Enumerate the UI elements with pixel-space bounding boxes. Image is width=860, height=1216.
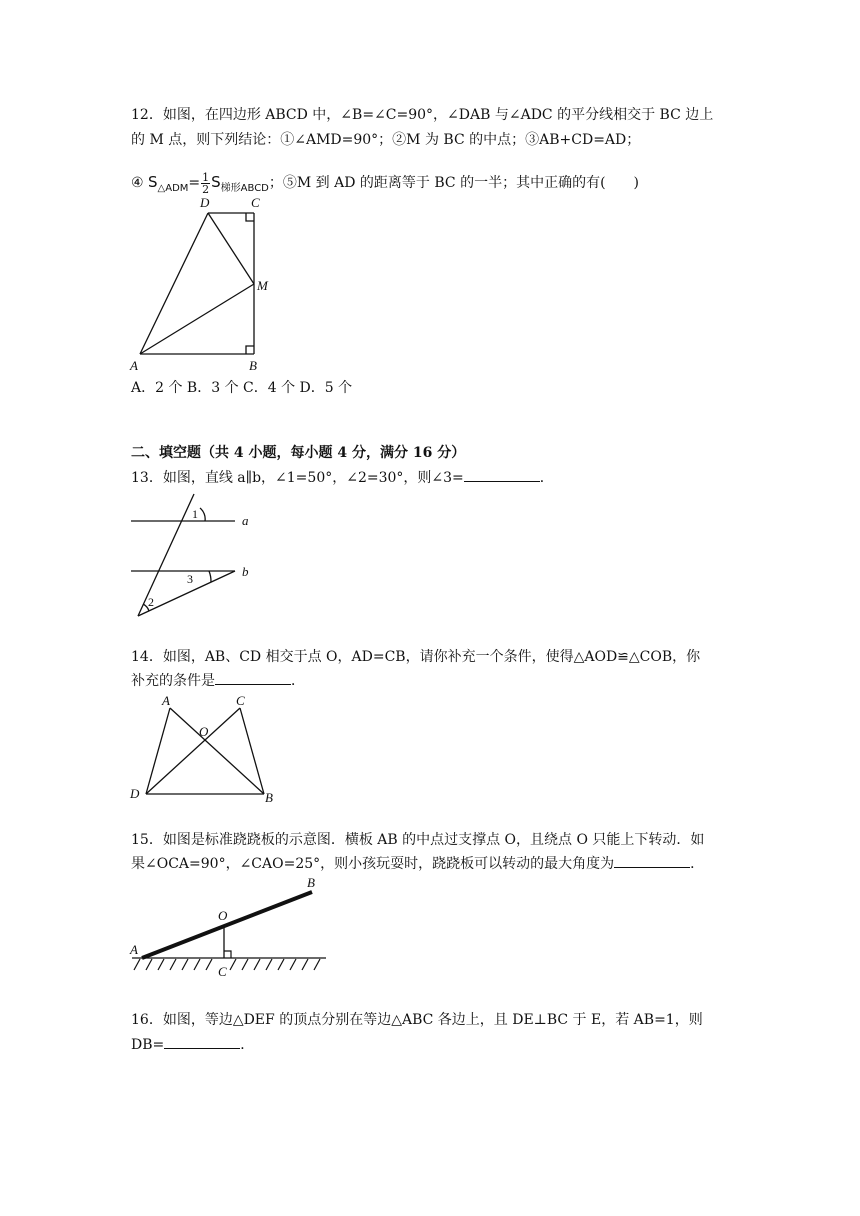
q15-label-C: C	[218, 964, 227, 979]
q16-answer-blank[interactable]	[164, 1034, 240, 1049]
q12-line3-rest: ；⑤M 到 AD 的距离等于 BC 的一半；其中正确的有( )	[268, 175, 639, 191]
q14-label-A: A	[162, 693, 170, 708]
q14-label-D: D	[130, 786, 140, 801]
q14-line1: 14．如图，AB、CD 相交于点 O，AD=CB，请你补充一个条件，使得△AOD≌△COB，你	[131, 649, 701, 665]
q16-line1: 16．如图，等边△DEF 的顶点分别在等边△ABC 各边上，且 DE⊥BC 于 E，若 AB=1，则	[131, 1012, 703, 1028]
q15-label-A: A	[130, 942, 138, 957]
q15-label-O: O	[218, 908, 228, 923]
q12-label-A: A	[130, 358, 138, 373]
q13-text: 13．如图，直线 a∥b，∠1=50°，∠2=30°，则∠3= ．	[131, 466, 731, 490]
q12-s2-subscript: 梯形ABCD	[220, 182, 269, 194]
q14-label-C: C	[236, 693, 245, 708]
q14-line2: 补充的条件是 ．	[131, 669, 731, 693]
q13-line-a-label: a	[242, 513, 249, 528]
q15-figure	[126, 872, 336, 982]
q15-line2: 果∠OCA=90°，∠CAO=25°，则小孩玩耍时，跷跷板可以转动的最大角度为 ．	[131, 852, 731, 876]
q15-answer-blank[interactable]	[614, 853, 690, 868]
q15-line1: 15．如图是标准跷跷板的示意图．横板 AB 的中点过支撑点 O，且绕点 O 只能上下转动．如	[131, 832, 705, 848]
q12-label-M: M	[257, 278, 268, 293]
q12-line1: 12．如图，在四边形 ABCD 中，∠B=∠C=90°，∠DAB 与∠ADC 的平分线相交于 BC 边上	[131, 107, 714, 123]
q13-angle3-label: 3	[187, 572, 193, 586]
q12-options: A．2 个 B．3 个 C．4 个 D．5 个	[131, 380, 353, 396]
q13-angle1-label: 1	[192, 507, 198, 521]
q12-label-D: D	[200, 195, 210, 210]
q12-label-C: C	[251, 195, 260, 210]
q13-figure	[125, 488, 265, 618]
q14-label-O: O	[199, 724, 209, 739]
q14-answer-blank[interactable]	[215, 670, 291, 685]
q13-angle2-label: 2	[148, 595, 154, 609]
q12-line3: ④ $S_{\triangle ADM}=$ $\frac{1}{2}$ $S_{梯形ABCD}$；⑤M 到 AD 的距离等于 BC 的一半；其中正确的有( )	[131, 170, 639, 196]
q12-label-B: B	[249, 358, 257, 373]
q12-s-subscript: △ADM	[157, 182, 189, 194]
q12-fraction: $\frac{1}{2}$	[202, 170, 210, 196]
q16-line2: DB= ．	[131, 1033, 731, 1057]
q13-answer-blank[interactable]	[464, 467, 540, 482]
q14-label-B: B	[265, 790, 273, 805]
q15-label-B: B	[307, 875, 315, 890]
section2-title: 二、填空题（共 4 小题，每小题 4 分，满分 16 分）	[131, 445, 466, 461]
q13-line-b-label: b	[242, 564, 249, 579]
q12-item4-marker: ④	[131, 175, 144, 191]
q14-figure	[126, 690, 286, 805]
q12-line2: 的 M 点，则下列结论：①∠AMD=90°；②M 为 BC 的中点；③AB+CD=AD；	[131, 132, 641, 148]
q12-figure	[120, 192, 290, 377]
